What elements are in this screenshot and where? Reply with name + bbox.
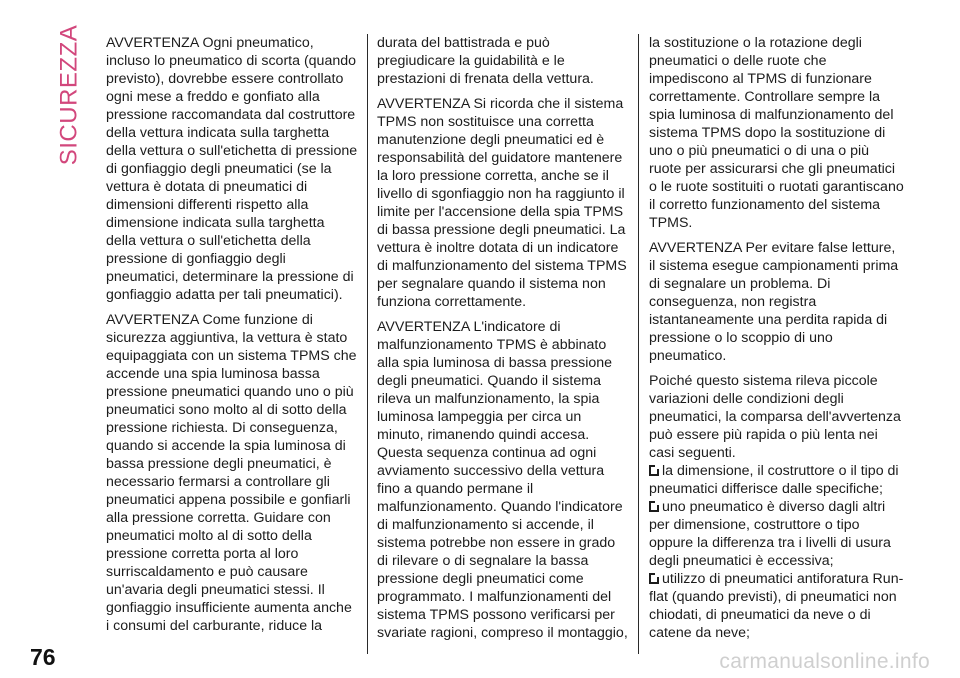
bullet-text: uno pneumatico è diverso dagli altri per dimensione, costruttore o tipo oppure la differenza tra i livelli di usura degli pneumatici è eccessiva; — [649, 499, 891, 569]
section-label-text: SICUREZZA — [55, 24, 83, 166]
section-label — [54, 24, 84, 166]
page-number: 76 — [30, 644, 56, 670]
bullet-item — [649, 570, 905, 642]
bullet-square-icon — [649, 465, 659, 476]
bullet-square-icon — [649, 573, 659, 584]
paragraph: AVVERTENZA L'indicatore di malfunzionamento TPMS è abbinato alla spia luminosa di bassa pressione degli pneumatici. Quando il sistema rileva un malfunzionamento, la spia luminosa lampeggia per circa un minuto, rimanendo quindi accesa. Questa sequenza continua ad ogni avviamento successivo della vettura fino a quando permane il malfunzionamento. Quando l'indicatore di malfunzionamento si accende, il sistema potrebbe non essere in grado di rilevare o di segnalare la bassa pressione degli pneumatici come programmato. I malfunzionamenti del sistema TPMS possono verificarsi per svariate ragioni, compreso il montaggio, — [377, 319, 628, 641]
bullet-item — [649, 462, 905, 498]
bullet-text: la dimensione, il costruttore o il tipo di pneumatici differisce dalle specifiche; — [649, 463, 899, 497]
paragraph: AVVERTENZA Per evitare false letture, il sistema esegue campionamenti prima di segnalare un problema. Di conseguenza, non registra istantaneamente una perdita rapida di pressione o lo scoppio di uno pneumatico. — [649, 240, 899, 364]
bullet-item — [649, 498, 905, 570]
text-column-3 — [649, 34, 905, 641]
paragraph: AVVERTENZA Si ricorda che il sistema TPMS non sostituisce una corretta manutenzione degli pneumatici ed è responsabilità del guidatore mantenere la loro pressione corretta, anche se il livello di sgonfiaggio non ha raggiunto il limite per l'accensione della spia TPMS di bassa pressione degli pneumatici. La vettura è inoltre dotata di un indicatore di malfunzionamento del sistema TPMS per segnalare quando il sistema non funziona correttamente. — [377, 96, 627, 310]
watermark: carmanualsonline.info — [719, 650, 930, 673]
text-column-1 — [106, 34, 358, 634]
paragraph: Poiché questo sistema rileva piccole variazioni delle condizioni degli pneumatici, la comparsa dell'avvertenza può essere più rapida o più lenta nei casi seguenti. — [649, 373, 901, 461]
bullet-text: utilizzo di pneumatici antiforatura Run-flat (quando previsti), di pneumatici non chiodati, di pneumatici da neve o di catene da neve; — [649, 571, 904, 641]
column-divider-2 — [638, 34, 639, 654]
paragraph: AVVERTENZA Come funzione di sicurezza aggiuntiva, la vettura è stato equipaggiata con un sistema TPMS che accende una spia luminosa bassa pressione pneumatici quando uno o più pneumatici sono molto al di sotto della pressione richiesta. Di conseguenza, quando si accende la spia luminosa di bassa pressione degli pneumatici, è necessario fermarsi a controllare gli pneumatici appena possibile e gonfiarli alla pressione corretta. Guidare con pneumatici molto al di sotto della pressione corretta porta al loro surriscaldamento e può causare un'avaria degli pneumatici stessi. Il gonfiaggio insufficiente aumenta anche i consumi del carburante, riduce la — [106, 312, 357, 634]
paragraph: durata del battistrada e può pregiudicare la guidabilità e le prestazioni di frenata della vettura. — [377, 35, 594, 87]
text-column-2 — [377, 34, 629, 641]
column-divider-1 — [367, 34, 368, 654]
paragraph: la sostituzione o la rotazione degli pneumatici o delle ruote che impediscono al TPMS di funzionare correttamente. Controllare sempre la spia luminosa di malfunzionamento del sistema TPMS dopo la sostituzione di uno o più pneumatici o di una o più ruote per assicurarsi che gli pneumatici o le ruote sostituiti o ruotati garantiscano il corretto funzionamento del sistema TPMS. — [649, 35, 904, 231]
bullet-square-icon — [649, 501, 659, 512]
paragraph: AVVERTENZA Ogni pneumatico, incluso lo pneumatico di scorta (quando previsto), dovrebbe essere controllato ogni mese a freddo e gonfiato alla pressione raccomandata dal costruttore della vettura indicata sulla targhetta della vettura o sull'etichetta di pressione di gonfiaggio degli pneumatici (se la vettura è dotata di pneumatici di dimensioni differenti rispetto alla dimensione indicata sulla targhetta della vettura o sull'etichetta della pressione di gonfiaggio degli pneumatici, determinare la pressione di gonfiaggio adatta per tali pneumatici). — [106, 35, 358, 303]
